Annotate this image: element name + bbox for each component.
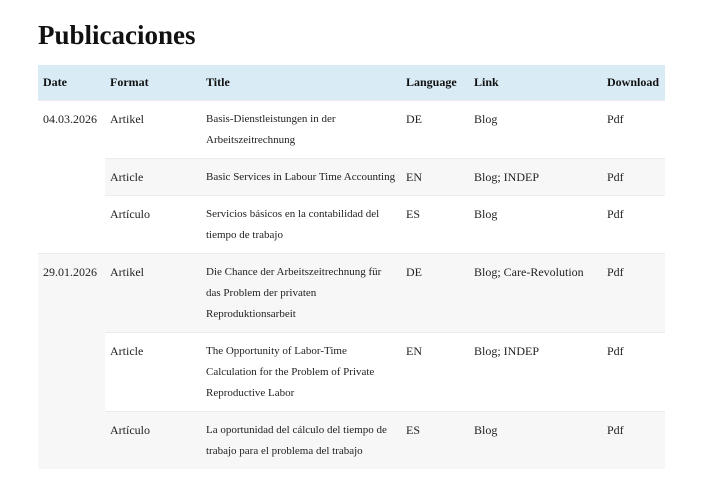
pdf-download-link[interactable]: Pdf — [607, 170, 624, 184]
pdf-download-link[interactable]: Pdf — [607, 423, 624, 437]
download-cell — [602, 333, 665, 412]
table-row — [38, 196, 665, 254]
format-cell: Artículo — [105, 412, 201, 470]
pdf-download-link[interactable]: Pdf — [607, 207, 624, 221]
publication-title: La oportunidad del cálculo del tiempo de trabajo para el problema del trabajo — [206, 424, 387, 457]
blog-link[interactable]: Blog; Care-Revolution — [474, 265, 584, 279]
format-cell: Artículo — [105, 196, 201, 254]
format-cell: Artikel — [105, 254, 201, 333]
title-cell — [201, 159, 401, 196]
title-cell — [201, 333, 401, 412]
column-header-format[interactable]: Format — [105, 65, 201, 101]
title-cell — [201, 196, 401, 254]
column-header-language[interactable]: Language — [401, 65, 469, 101]
language-cell: ES — [401, 412, 469, 470]
page-title: Publicaciones — [38, 20, 196, 50]
link-cell — [469, 159, 602, 196]
download-cell — [602, 101, 665, 159]
table-row — [38, 101, 665, 159]
column-header-title[interactable]: Title — [201, 65, 401, 101]
format-cell: Artikel — [105, 101, 201, 159]
column-header-link[interactable]: Link — [469, 65, 602, 101]
blog-link[interactable]: Blog; INDEP — [474, 170, 540, 184]
date-cell: 29.01.2026 — [38, 254, 105, 470]
title-cell — [201, 101, 401, 159]
download-cell — [602, 196, 665, 254]
format-cell: Article — [105, 159, 201, 196]
title-cell — [201, 254, 401, 333]
publication-title: Basic Services in Labour Time Accounting — [206, 171, 396, 183]
pdf-download-link[interactable]: Pdf — [607, 112, 624, 126]
language-cell: EN — [401, 333, 469, 412]
publication-title: The Opportunity of Labor-Time Calculation for the Problem of Private Reproductive Labor — [206, 345, 375, 399]
download-cell — [602, 412, 665, 470]
language-cell: DE — [401, 101, 469, 159]
publication-title: Servicios básicos en la contabilidad del tiempo de trabajo — [206, 208, 380, 241]
link-cell — [469, 412, 602, 470]
language-cell: DE — [401, 254, 469, 333]
link-cell — [469, 254, 602, 333]
publications-table — [38, 65, 665, 469]
publication-title: Basis-Dienstleistungen in der Arbeitszeitrechnung — [206, 113, 336, 146]
pdf-download-link[interactable]: Pdf — [607, 344, 624, 358]
column-header-download[interactable]: Download — [602, 65, 665, 101]
blog-link[interactable]: Blog — [474, 423, 498, 437]
table-row — [38, 254, 665, 333]
table-row — [38, 412, 665, 470]
table-row — [38, 159, 665, 196]
blog-link[interactable]: Blog; INDEP — [474, 344, 540, 358]
title-cell — [201, 412, 401, 470]
language-cell: ES — [401, 196, 469, 254]
publication-title: Die Chance der Arbeitszeitrechnung für das Problem der privaten Reproduktionsarbeit — [206, 266, 382, 320]
table-header-row — [38, 65, 665, 101]
blog-link[interactable]: Blog — [474, 112, 498, 126]
format-cell: Article — [105, 333, 201, 412]
link-cell — [469, 101, 602, 159]
language-cell: EN — [401, 159, 469, 196]
blog-link[interactable]: Blog — [474, 207, 498, 221]
link-cell — [469, 196, 602, 254]
download-cell — [602, 159, 665, 196]
link-cell — [469, 333, 602, 412]
table-row — [38, 333, 665, 412]
date-cell: 04.03.2026 — [38, 101, 105, 254]
pdf-download-link[interactable]: Pdf — [607, 265, 624, 279]
column-header-date[interactable]: Date — [38, 65, 105, 101]
download-cell — [602, 254, 665, 333]
